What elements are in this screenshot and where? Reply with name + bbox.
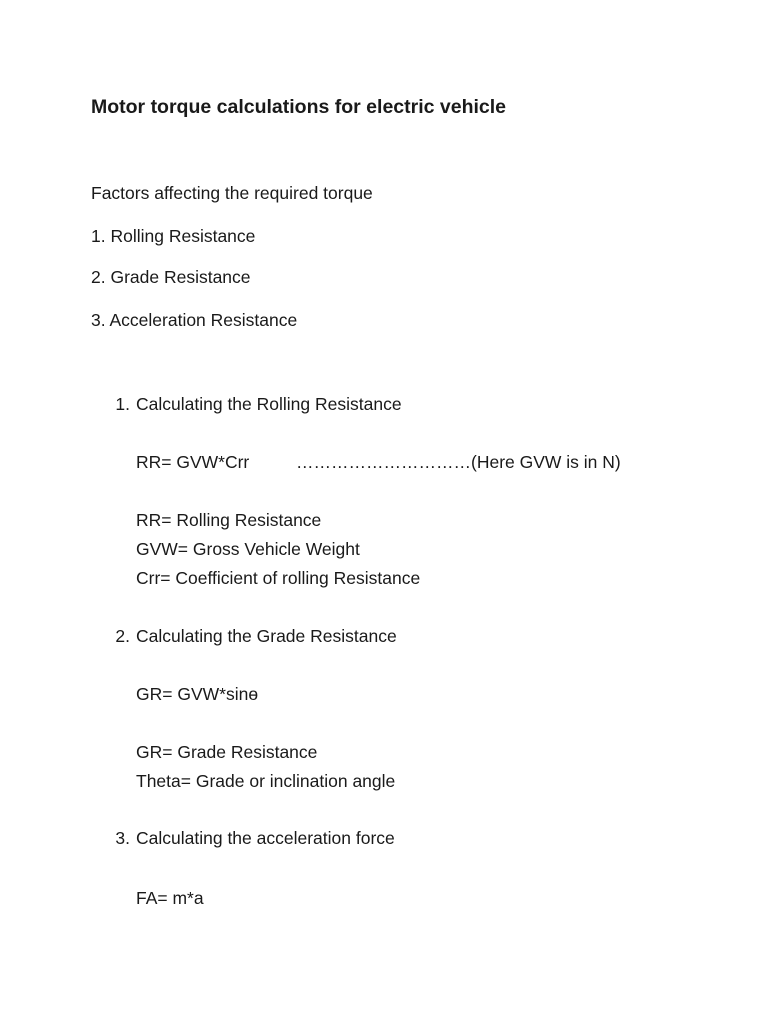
section-number: 1. [115,394,130,414]
factor-item: 3. Acceleration Resistance [91,310,298,330]
formula: RR= GVW*Crr [136,452,250,472]
definition: RR= Rolling Resistance [136,510,322,530]
formula-note: …………………………(Here GVW is in N) [296,452,621,472]
section-number: 3. [115,828,130,848]
definition: GVW= Gross Vehicle Weight [136,539,360,559]
section-heading: Calculating the acceleration force [136,828,395,848]
factor-item: 1. Rolling Resistance [91,226,256,246]
formula: FA= m*a [136,888,204,908]
definition: GR= Grade Resistance [136,742,318,762]
factor-item: 2. Grade Resistance [91,267,251,287]
section-number: 2. [115,626,130,646]
section-heading: Calculating the Grade Resistance [136,626,397,646]
formula: GR= GVW*sinɵ [136,684,259,704]
definition: Theta= Grade or inclination angle [136,771,396,791]
section-heading: Calculating the Rolling Resistance [136,394,402,414]
intro-text: Factors affecting the required torque [91,183,373,203]
definition: Crr= Coefficient of rolling Resistance [136,568,421,588]
page-title: Motor torque calculations for electric vehicle [91,96,507,118]
